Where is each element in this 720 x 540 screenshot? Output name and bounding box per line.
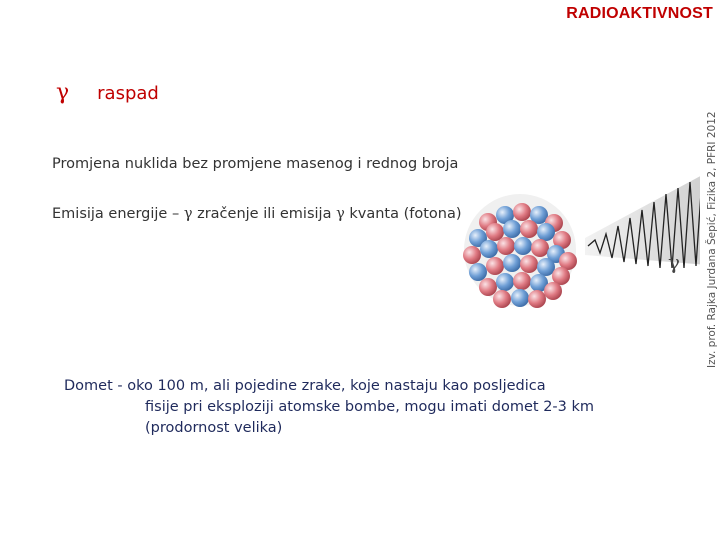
slide-title [56,80,159,105]
title-text: raspad [97,83,159,104]
range-line-1: Domet - oko 100 m, ali pojedine zrake, koje nastaju kao posljedica [64,378,546,394]
emission-text-part2: zračenje ili emisija [192,206,337,222]
range-line-2: fisije pri eksploziji atomske bombe, mogu imati domet 2-3 km [145,399,595,415]
range-paragraph [64,376,684,439]
gamma-ray-label: γ [668,250,680,274]
text-line-emission [52,206,462,222]
nucleus [463,194,577,308]
text-line-nuclide: Promjena nuklida bez promjene masenog i rednog broja [52,156,459,172]
range-line-3: (prodornost velika) [145,420,283,436]
gamma-inline-symbol: γ [336,206,345,222]
nucleus-gamma-illustration [450,160,700,360]
gamma-symbol: γ [56,80,70,105]
gamma-inline-symbol: γ [183,206,193,222]
emission-text-part3: kvanta (fotona) [344,206,462,222]
header-title: RADIOAKTIVNOST [566,5,713,22]
emission-text-part1: Emisija energije – [52,206,184,222]
author-credit: Izv. prof. Rajka Jurdana Šepić, Fizika 2, PFRI 2012 [706,111,718,368]
